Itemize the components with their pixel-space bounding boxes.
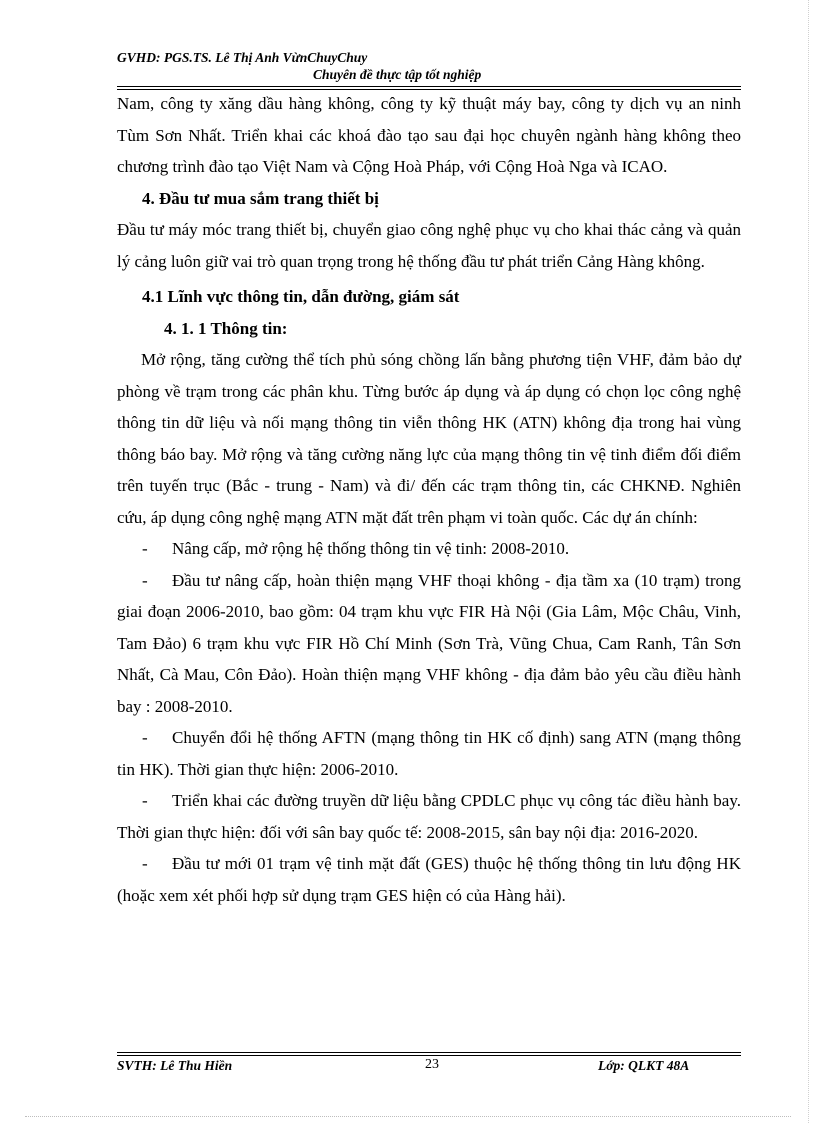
list-item-text: Nâng cấp, mở rộng hệ thống thông tin vệ tinh: 2008-2010.	[172, 539, 570, 558]
list-dash: -	[142, 539, 148, 558]
list-item	[117, 848, 741, 911]
heading-4-1: 4.1 Lĩnh vực thông tin, dẫn đường, giám sát	[142, 287, 460, 306]
page-body	[117, 88, 741, 911]
list-item	[117, 785, 741, 848]
header-rule	[117, 86, 741, 87]
list-dash: -	[142, 854, 148, 873]
list-dash: -	[142, 570, 148, 590]
list-item-text: Chuyển đổi hệ thống AFTN (mạng thông tin HK cố định) sang ATN (mạng thông tin HK). Thời gian thực hiện: 2006-2010.	[117, 728, 741, 779]
heading-section-4: 4. Đầu tư mua sắm trang thiết bị	[142, 188, 379, 208]
footer-rule	[117, 1052, 741, 1053]
heading-4-1-1: 4. 1. 1 Thông tin:	[164, 318, 288, 338]
footer-student: SVTH: Lê Thu Hiền	[117, 1058, 233, 1073]
list-item	[117, 722, 741, 785]
page-number: 23	[425, 1057, 439, 1072]
list-dash: -	[142, 728, 148, 747]
list-item	[117, 565, 741, 723]
header-supervisor: GVHD: PGS.TS. Lê Thị Anh VừnChuyChuy	[117, 50, 368, 65]
list-item-text: Đầu tư mới 01 trạm vệ tinh mặt đất (GES) thuộc hệ thống thông tin lưu động HK (hoặc xem xét phối hợp sử dụng trạm GES hiện có của Hàng hải).	[117, 854, 741, 905]
footer-rule-2	[117, 1055, 741, 1056]
footer-class: Lớp: QLKT 48A	[598, 1058, 690, 1073]
list-item	[117, 533, 741, 565]
header-report-title: Chuyên đề thực tập tốt nghiệp	[313, 67, 482, 82]
page-guide-bottom	[25, 1116, 791, 1117]
paragraph-intro-continued: Nam, công ty xăng dầu hàng không, công ty kỹ thuật máy bay, công ty dịch vụ an ninh Tùm Sơn Nhất. Triển khai các khoá đào tạo sau đại học chuyên ngành hàng không theo chương trình đào tạo Việt Nam và Cộng Hoà Pháp, với Cộng Hoà Nga và ICAO.	[117, 94, 741, 176]
paragraph-equipment-investment: Đầu tư máy móc trang thiết bị, chuyển giao công nghệ phục vụ cho khai thác cảng và quản lý cảng luôn giữ vai trò quan trọng trong hệ thống đầu tư phát triển Cảng Hàng không.	[117, 220, 741, 271]
list-item-text: Triển khai các đường truyền dữ liệu bằng CPDLC phục vụ công tác điều hành bay. Thời gian thực hiện: đối với sân bay quốc tế: 2008-2015, sân bay nội địa: 2016-2020.	[117, 791, 741, 842]
page-footer	[117, 1058, 741, 1076]
page-guide-right	[808, 0, 809, 1123]
list-item-text: Đầu tư nâng cấp, hoàn thiện mạng VHF thoại không - địa tầm xa (10 trạm) trong giai đoạn 2006-2010, bao gồm: 04 trạm khu vực FIR Hà Nội (Gia Lâm, Mộc Châu, Vinh, Tam Đảo) 6 trạm khu vực FIR Hồ Chí Minh (Sơn Trà, Vũng Chua, Cam Ranh, Tân Sơn Nhất, Cà Mau, Côn Đảo). Hoàn thiện mạng VHF không - địa đảm bảo yêu cầu điều hành bay : 2008-2010.	[117, 570, 741, 716]
list-dash: -	[142, 791, 148, 810]
paragraph-information: Mở rộng, tăng cường thể tích phủ sóng chồng lấn bằng phương tiện VHF, đảm bảo dự phòng về trạm trong các phân khu. Từng bước áp dụng và áp dụng có chọn lọc công nghệ thông tin dữ liệu và nối mạng thông tin viễn thông HK (ATN) không địa trong hai vùng thông báo bay. Mở rộng và tăng cường năng lực của mạng thông tin vệ tinh điểm đối điểm trên tuyến trục (Bắc - trung - Nam) và đi/ đến các trạm thông tin, các CHKNĐ. Nghiên cứu, áp dụng công nghệ mạng ATN mặt đất trên phạm vi toàn quốc. Các dự án chính:	[117, 350, 741, 527]
page-header	[117, 50, 741, 90]
